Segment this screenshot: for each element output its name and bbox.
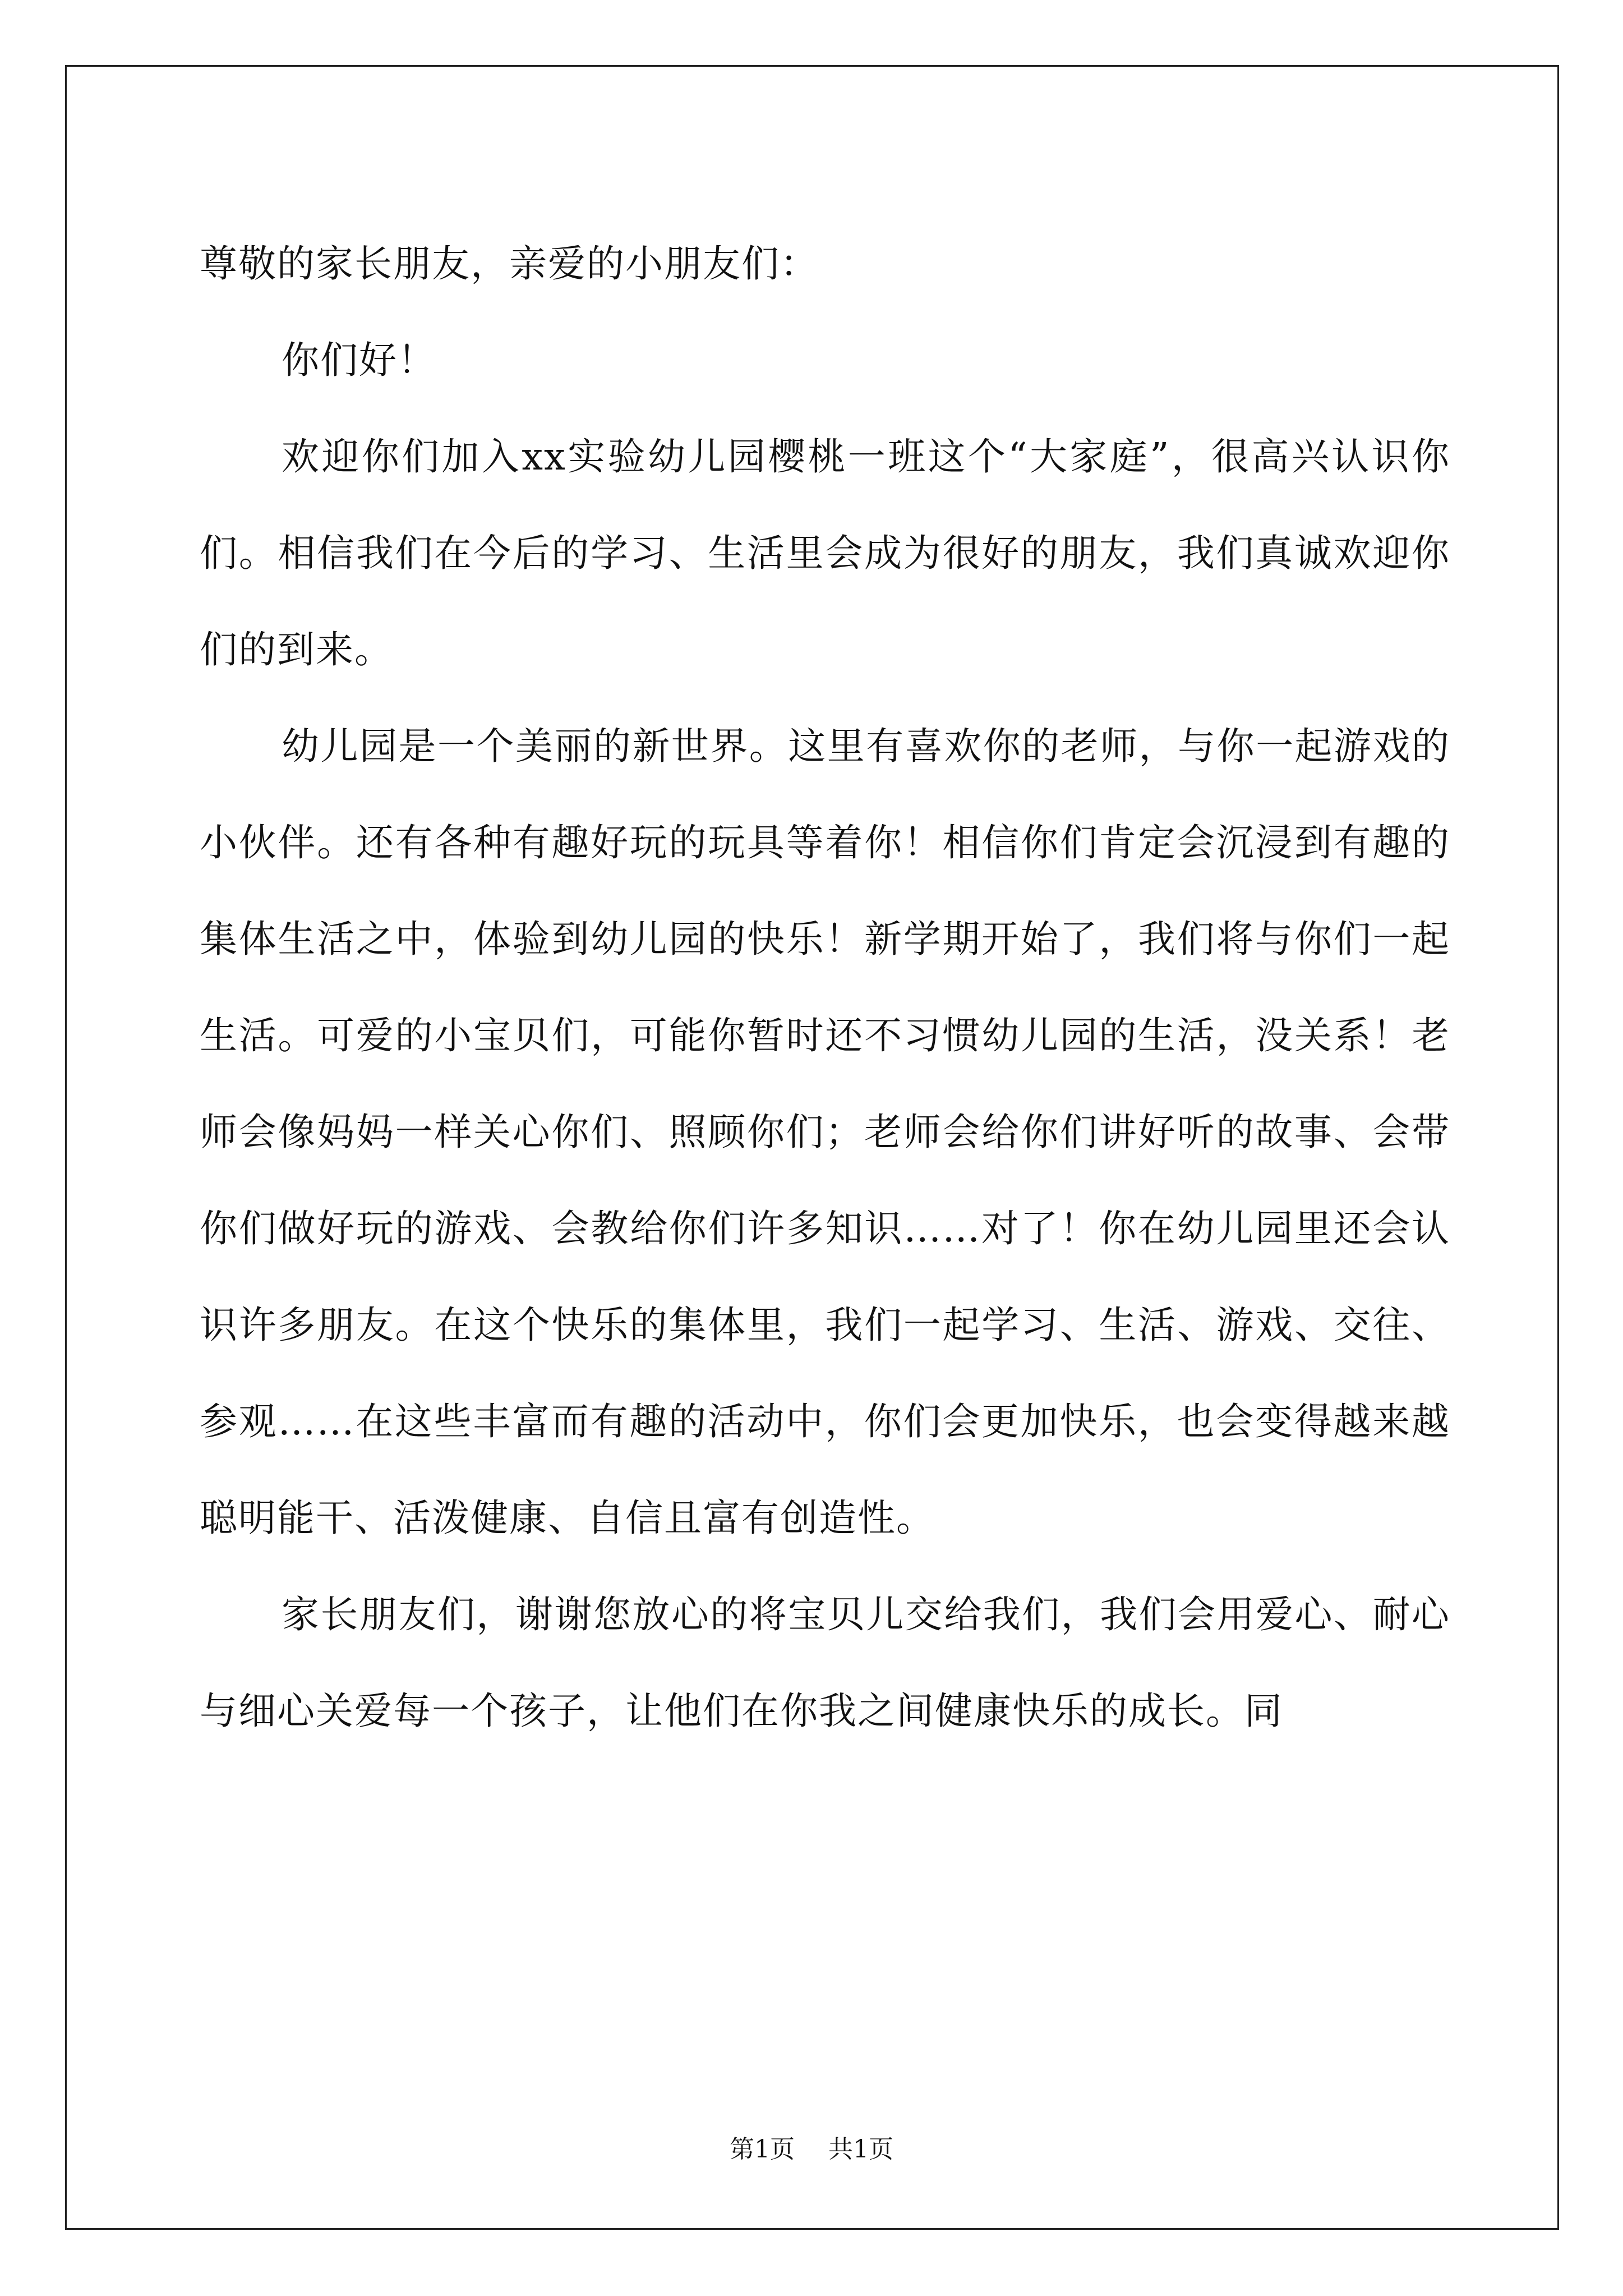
paragraph-parents: 家长朋友们，谢谢您放心的将宝贝儿交给我们，我们会用爱心、耐心与细心关爱每一个孩子，让他们在你我之间健康快乐的成长。同: [200, 1593, 1450, 1733]
page-number-total: 共1页: [828, 2135, 893, 2164]
paragraph-welcome: 欢迎你们加入xx实验幼儿园樱桃一班这个“大家庭”，很高兴认识你们。相信我们在今后的学习、生活里会成为很好的朋友，我们真诚欢迎你们的到来。: [200, 435, 1450, 671]
salutation: 尊敬的家长朋友，亲爱的小朋友们：: [200, 242, 819, 286]
paragraph-kindergarten: 幼儿园是一个美丽的新世界。这里有喜欢你的老师，与你一起游戏的小伙伴。还有各种有趣好玩的玩具等着你！相信你们肯定会沉浸到有趣的集体生活之中，体验到幼儿园的快乐！新学期开始了，我们将与你们一起生活。可爱的小宝贝们，可能你暂时还不习惯幼儿园的生活，没关系！老师会像妈妈一样关心你们、照顾你们；老师会给你们讲好听的故事、会带你们做好玩的游戏、会教给你们许多知识……对了！你在幼儿园里还会认识许多朋友。在这个快乐的集体里，我们一起学习、生活、游戏、交往、参观……在这些丰富而有趣的活动中，你们会更加快乐，也会变得越来越聪明能干、活泼健康、自信且富有创造性。: [200, 724, 1450, 1540]
letter-body: [200, 215, 1450, 1759]
page-number-current: 第1页: [730, 2135, 795, 2164]
greeting: 你们好！: [282, 338, 436, 382]
page-footer: [0, 2129, 1623, 2165]
